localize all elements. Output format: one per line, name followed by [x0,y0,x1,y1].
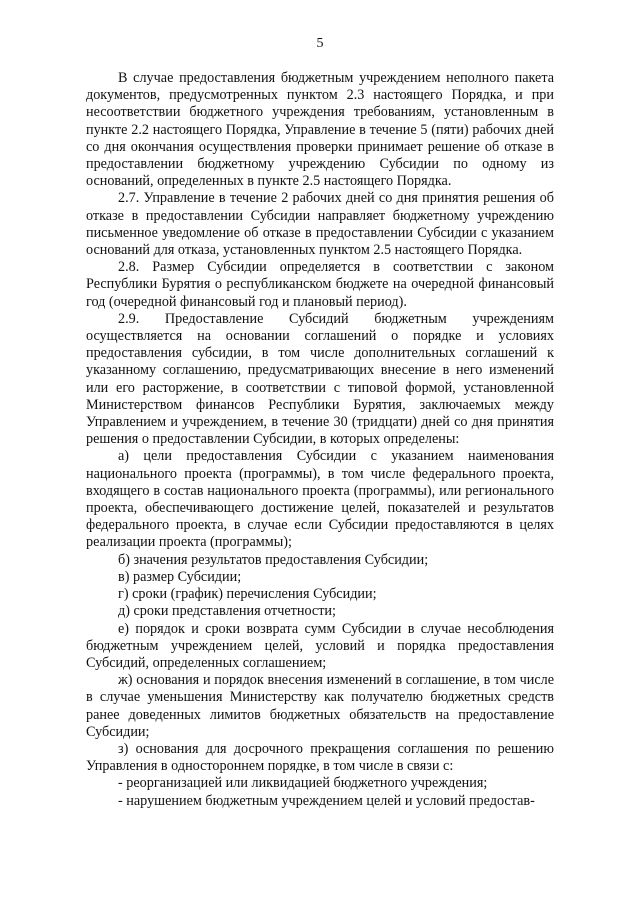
list-item-v: в) размер Субсидии; [118,568,242,585]
page-number: 5 [316,36,324,51]
paragraph-2-8: 2.8. Размер Субсидии определяется в соответствии с законом Республики Бурятия о республиканском бюджете на очередной финансовый год (очередной финансовый год и плановый период). [86,259,554,310]
sub-item-reorganization: - реорганизацией или ликвидацией бюджетного учреждения; [118,775,488,792]
list-item-e: е) порядок и сроки возврата сумм Субсидии в случае несоблюдения бюджетным учреждением целей, условий и порядка предоставления Субсидий, определенных соглашением; [86,620,554,671]
paragraph-2-9: 2.9. Предоставление Субсидий бюджетным учреждениям осуществляется на основании соглашений о порядке и условиях предоставления субсидии, в том числе дополнительных соглашений к указанному соглашению, предусматривающих внесение в него изменений или его расторжение, в соответствии с типовой формой, установленной Министерством финансов Республики Бурятия, заключаемых между Управлением и учреждением, в течение 30 (тридцати) дней со дня принятия решения о предоставлении Субсидии, в которых определены: [86,310,554,448]
paragraph-2-7: 2.7. Управление в течение 2 рабочих дней со дня принятия решения об отказе в предоставлении Субсидии направляет бюджетному учреждению письменное уведомление об отказе в предоставлении Субсидии с указанием оснований для отказа, установленных пунктом 2.5 настоящего Порядка. [86,190,554,259]
sub-item-violation: - нарушением бюджетным учреждением целей и условий предостав- [118,792,535,809]
document-body [86,70,554,810]
list-item-zh: ж) основания и порядок внесения изменений в соглашение, в том числе в случае уменьшения Министерству как получателю бюджетных средств ранее доведенных лимитов бюджетных обязательств на предоставление Субсидии; [86,672,554,740]
list-item-z: з) основания для досрочного прекращения соглашения по решению Управления в одностороннем порядке, в том числе в связи с: [86,740,554,775]
list-item-b: б) значения результатов предоставления Субсидии; [118,551,429,568]
list-item-a: а) цели предоставления Субсидии с указанием наименования национального проекта (программы), в том числе федерального проекта, входящего в состав национального проекта (программы), или регионального проекта, обеспечивающего достижение целей, показателей и результатов федерального проекта, в случае если Субсидии предоставляются в целях реализации проекта (программы); [86,448,554,551]
paragraph-refusal-incomplete: В случае предоставления бюджетным учреждением неполного пакета документов, предусмотренных пунктом 2.3 настоящего Порядка, и при несоответствии бюджетного учреждения требованиям, установленным в пункте 2.2 настоящего Порядка, Управление в течение 5 (пяти) рабочих дней со дня окончания осуществления проверки принимает решение об отказе в предоставлении бюджетному учреждению Субсидии по одному из оснований, определенных в пункте 2.5 настоящего Порядка. [86,70,554,190]
list-item-d: д) сроки представления отчетности; [118,603,336,620]
list-item-g: г) сроки (график) перечисления Субсидии; [118,586,377,603]
